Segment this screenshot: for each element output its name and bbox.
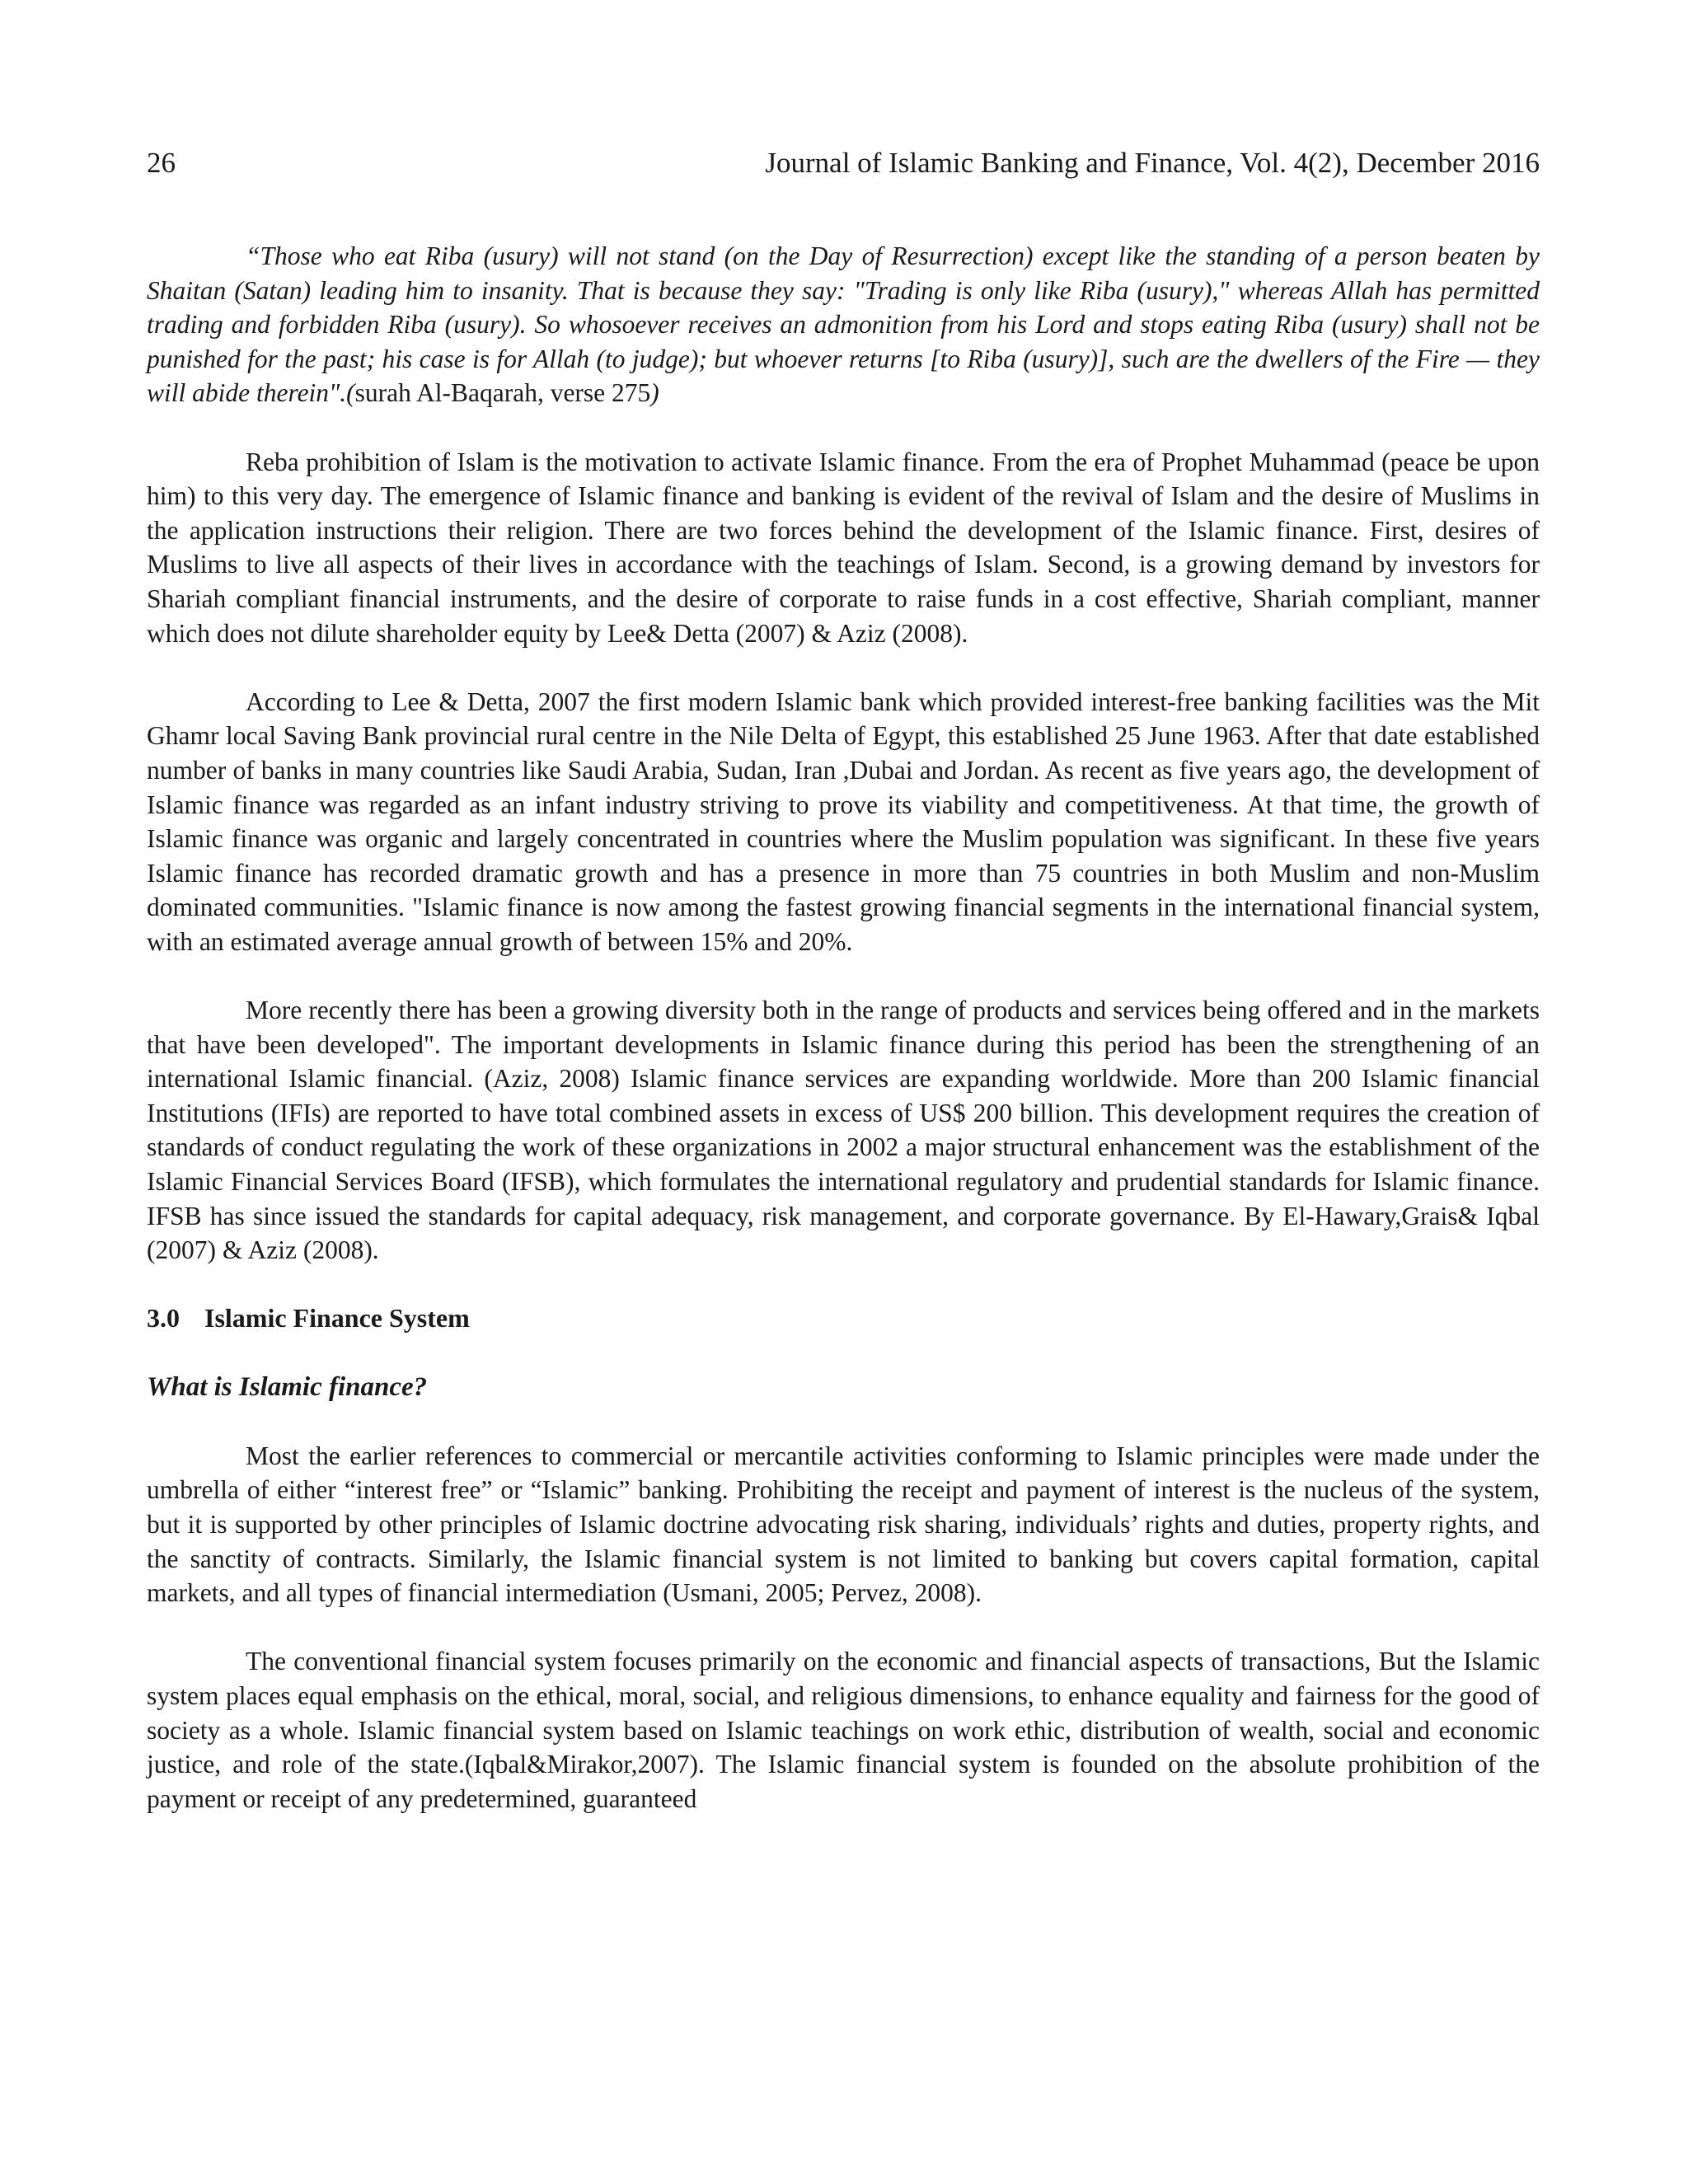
journal-title: Journal of Islamic Banking and Finance, Vol. 4(2), December 2016 xyxy=(765,147,1540,179)
quote-close: ) xyxy=(650,378,659,408)
page-number: 26 xyxy=(147,147,176,179)
paragraph-1: Reba prohibition of Islam is the motivation to activate Islamic finance. From the era of Prophet Muhammad (peace be upon him) to this very day. The emergence of Islamic finance and banking is evident of the revival of Islam and the desire of Muslims in the application instructions their religion. There are two forces behind the development of the Islamic finance. First, desires of Muslims to live all aspects of their lives in accordance with the teachings of Islam. Second, is a growing demand by investors for Shariah compliant financial instruments, and the desire of corporate to raise funds in a cost effective, Shariah compliant, manner which does not dilute shareholder equity by Lee& Detta (2007) & Aziz (2008). xyxy=(147,447,1540,648)
paragraph-5: The conventional financial system focuses primarily on the economic and financial aspects of transactions, But the Islamic system places equal emphasis on the ethical, moral, social, and religious dimensions, to enhance equality and fairness for the good of society as a whole. Islamic financial system based on Islamic teachings on work ethic, distribution of wealth, social and economic justice, and role of the state.(Iqbal&Mirakor,2007). The Islamic financial system is founded on the absolute prohibition of the payment or receipt of any predetermined, guaranteed xyxy=(147,1647,1540,1813)
paragraph-2: According to Lee & Detta, 2007 the first modern Islamic bank which provided interest-free banking facilities was the Mit Ghamr local Saving Bank provincial rural centre in the Nile Delta of Egypt, this established 25 June 1963. After that date established number of banks in many countries like Saudi Arabia, Sudan, Iran ,Dubai and Jordan. As recent as five years ago, the development of Islamic finance was regarded as an infant industry striving to prove its viability and competitiveness. At that time, the growth of Islamic finance was organic and largely concentrated in countries where the Muslim population was significant. In these five years Islamic finance has recorded dramatic growth and has a presence in more than 75 countries in both Muslim and non-Muslim dominated communities. "Islamic finance is now among the fastest growing financial segments in the international financial system, with an estimated average annual growth of between 15% and 20%. xyxy=(147,687,1540,956)
running-head xyxy=(147,145,1540,181)
quote-source: surah Al-Baqarah, verse 275 xyxy=(354,378,651,408)
quran-quote xyxy=(147,239,1540,410)
paragraph-4: Most the earlier references to commercial or mercantile activities conforming to Islamic principles were made under the umbrella of either “interest free” or “Islamic” banking. Prohibiting the receipt and payment of interest is the nucleus of the system, but it is supported by other principles of Islamic doctrine advocating risk sharing, individuals’ rights and duties, property rights, and the sanctity of contracts. Similarly, the Islamic financial system is not limited to banking but covers capital formation, capital markets, and all types of financial intermediation (Usmani, 2005; Pervez, 2008). xyxy=(147,1441,1540,1608)
quote-text: “Those who eat Riba (usury) will not stand (on the Day of Resurrection) except like the standing of a person beaten by Shaitan (Satan) leading him to insanity. That is because they say: "Trading is only like Riba (usury)," whereas Allah has permitted trading and forbidden Riba (usury). So whosoever receives an admonition from his Lord and stops eating Riba (usury) shall not be punished for the past; his case is for Allah (to judge); but whoever returns [to Riba (usury)], such are the dwellers of the Fire — they will abide therein".( xyxy=(147,241,1540,408)
section-number: 3.0 xyxy=(147,1303,180,1333)
paragraph-3: More recently there has been a growing diversity both in the range of products and services being offered and in the markets that have been developed". The important developments in Islamic finance during this period has been the strengthening of an international Islamic financial. (Aziz, 2008) Islamic finance services are expanding worldwide. More than 200 Islamic financial Institutions (IFIs) are reported to have total combined assets in excess of US$ 200 billion. This development requires the creation of standards of conduct regulating the work of these organizations in 2002 a major structural enhancement was the establishment of the Islamic Financial Services Board (IFSB), which formulates the international regulatory and prudential standards for Islamic finance. IFSB has since issued the standards for capital adequacy, risk management, and corporate governance. By El-Hawary,Grais& Iqbal (2007) & Aziz (2008). xyxy=(147,996,1540,1265)
body-text xyxy=(147,239,1540,1816)
section-title: Islamic Finance System xyxy=(204,1303,470,1333)
section-heading xyxy=(147,1301,1540,1336)
subsection-heading: What is Islamic finance? xyxy=(147,1371,428,1402)
